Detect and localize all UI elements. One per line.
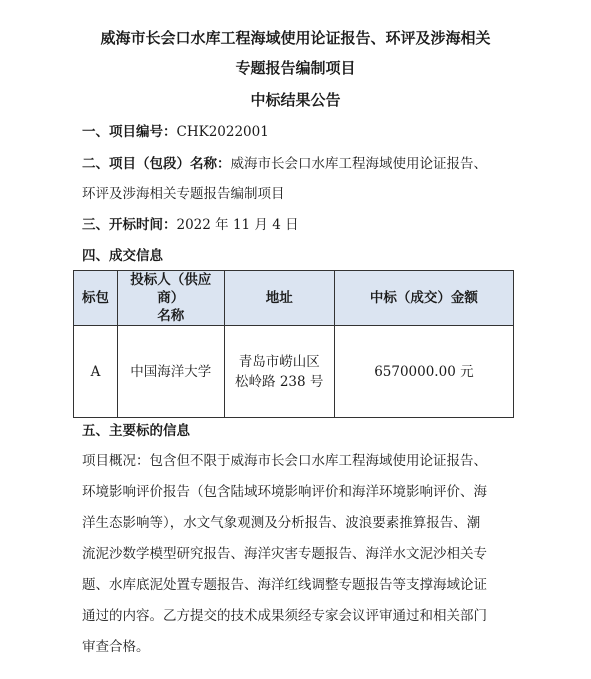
cell-address-line-2: 松岭路 238 号: [235, 373, 324, 390]
table-row: [74, 326, 514, 418]
main-subject-heading: 五、主要标的信息: [82, 423, 190, 439]
document-title-line-1: 威海市长会口水库工程海域使用论证报告、环评及涉海相关: [100, 29, 491, 47]
project-name-value-line-1: 威海市长会口水库工程海域使用论证报告、: [230, 156, 487, 172]
project-number-label: 一、项目编号：: [82, 124, 177, 140]
project-overview-paragraph: [82, 446, 522, 663]
bid-opening-label: 三、开标时间：: [82, 217, 177, 233]
header-bidder-line-1: 投标人（供应商）: [130, 272, 212, 306]
overview-line: 环境影响评价报告（包含陆域环境影响评价和海洋环境影响评价、海: [82, 484, 487, 500]
header-address: 地址: [224, 271, 334, 326]
project-name-value-line-2: 环评及涉海相关专题报告编制项目: [82, 186, 285, 202]
project-name-row: [82, 154, 487, 174]
header-bidder-line-2: 名称: [157, 308, 185, 324]
table-header-row: [74, 271, 514, 326]
deal-info-heading: 四、成交信息: [82, 248, 163, 264]
cell-address: [224, 326, 334, 418]
project-number-value: CHK2022001: [176, 124, 269, 140]
bid-opening-row: [82, 215, 299, 235]
overview-line: 题、水库底泥处置专题报告、海洋红线调整专题报告等支撑海域论证: [82, 577, 487, 593]
overview-line: 项目概况：包含但不限于威海市长会口水库工程海域使用论证报告、: [82, 453, 487, 469]
cell-package: A: [74, 326, 118, 418]
deal-info-heading-row: [82, 246, 163, 266]
project-name-label: 二、项目（包段）名称：: [82, 156, 231, 172]
header-bidder: [117, 271, 224, 326]
header-amount: 中标（成交）金额: [334, 271, 513, 326]
main-subject-heading-row: [82, 421, 190, 441]
document-title-line-2: 专题报告编制项目: [235, 59, 356, 77]
project-name-continuation: [82, 184, 285, 204]
document-subtitle: 中标结果公告: [250, 91, 341, 109]
project-number-row: [82, 122, 269, 142]
cell-bidder: 中国海洋大学: [117, 326, 224, 418]
cell-address-line-1: 青岛市崂山区: [238, 353, 320, 370]
overview-line: 洋生态影响等），水文气象观测及分析报告、波浪要素推算报告、潮: [82, 515, 481, 531]
overview-line: 流泥沙数学模型研究报告、海洋灾害专题报告、海洋水文泥沙相关专: [82, 546, 487, 562]
overview-line: 审查合格。: [82, 639, 150, 655]
header-package: 标包: [74, 271, 118, 326]
deal-info-table: [73, 270, 514, 418]
cell-amount: 6570000.00 元: [334, 326, 513, 418]
bid-opening-value: 2022 年 11 月 4 日: [176, 217, 299, 233]
overview-line: 通过的内容。乙方提交的技术成果须经专家会议评审通过和相关部门: [82, 608, 487, 624]
